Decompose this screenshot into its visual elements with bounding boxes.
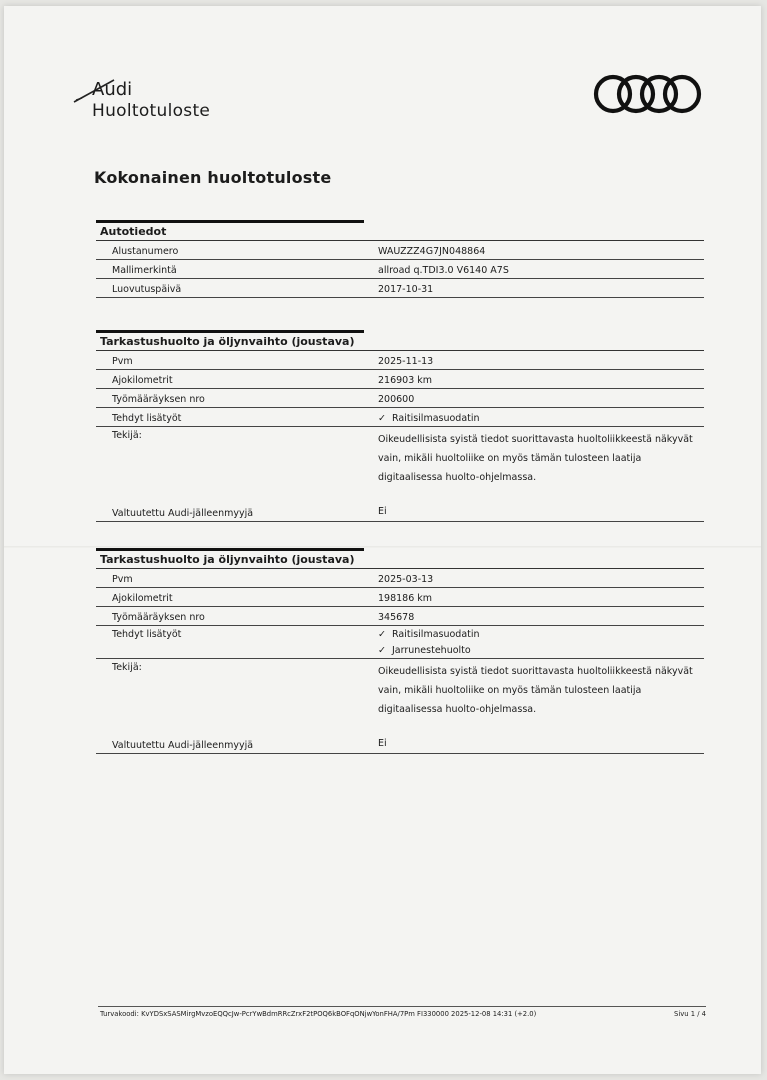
- brand-block: [92, 80, 210, 122]
- row-label: Tehdyt lisätyöt: [112, 629, 182, 640]
- table-row: [96, 370, 704, 389]
- note-line: Oikeudellisista syistä tiedot suorittavasta huoltoliikkeestä näkyvät: [378, 434, 693, 445]
- table-row: [96, 659, 704, 723]
- row-value: [378, 626, 704, 658]
- row-label: Luovutuspäivä: [112, 284, 182, 295]
- note-line: vain, mikäli huoltoliike on myös tämän tulosteen laatija: [378, 453, 642, 464]
- checkmark-icon: ✓: [378, 629, 386, 640]
- row-value: WAUZZZ4G7JN048864: [378, 246, 486, 257]
- table-row: [96, 569, 704, 588]
- table-row: [96, 408, 704, 427]
- checkmark-icon: ✓: [378, 413, 386, 424]
- table-row: [96, 427, 704, 491]
- row-value: 198186 km: [378, 593, 433, 604]
- row-label: Valtuutettu Audi-jälleenmyyjä: [112, 740, 254, 751]
- row-value: [378, 410, 704, 426]
- page-number: Sivu 1 / 4: [674, 1010, 706, 1018]
- table-row: [96, 279, 704, 298]
- row-label: Valtuutettu Audi-jälleenmyyjä: [112, 508, 254, 519]
- table-row: [96, 607, 704, 626]
- table-row: [96, 241, 704, 260]
- audi-rings-logo-icon: [590, 72, 702, 116]
- row-value: 200600: [378, 394, 415, 405]
- table-row: [96, 626, 704, 659]
- document-page: [4, 6, 761, 1074]
- row-label: Alustanumero: [112, 246, 179, 257]
- row-label: Työmääräyksen nro: [112, 612, 205, 623]
- technician-note: [378, 427, 704, 489]
- table-row: [96, 351, 704, 370]
- row-value: 345678: [378, 612, 415, 623]
- note-line: Oikeudellisista syistä tiedot suorittavasta huoltoliikkeestä näkyvät: [378, 666, 693, 677]
- table-row: [96, 389, 704, 408]
- service-section-2: [96, 548, 704, 754]
- table-row: [96, 503, 704, 522]
- row-label: Ajokilometrit: [112, 375, 173, 386]
- row-value: Ei: [378, 738, 387, 749]
- row-label: Ajokilometrit: [112, 593, 173, 604]
- section-heading: Tarkastushuolto ja öljynvaihto (joustava): [96, 333, 704, 351]
- technician-note: [378, 659, 704, 721]
- row-value: 2017-10-31: [378, 284, 434, 295]
- row-label: Tekijä:: [112, 430, 142, 441]
- row-value: 216903 km: [378, 375, 433, 386]
- vehicle-section: [96, 220, 704, 298]
- row-value: 2025-11-13: [378, 356, 434, 367]
- row-label: Mallimerkintä: [112, 265, 177, 276]
- row-value: 2025-03-13: [378, 574, 434, 585]
- checkmark-icon: ✓: [378, 645, 386, 656]
- row-value: Ei: [378, 506, 387, 517]
- page-title: Kokonainen huoltotuloste: [94, 168, 332, 187]
- extra-work-item: Raitisilmasuodatin: [392, 629, 480, 640]
- section-heading: Autotiedot: [96, 223, 704, 241]
- section-heading: Tarkastushuolto ja öljynvaihto (joustava): [96, 551, 704, 569]
- row-label: Tehdyt lisätyöt: [112, 413, 182, 424]
- brand-name: Audi: [92, 79, 133, 100]
- page-footer: [100, 1010, 706, 1018]
- row-label: Työmääräyksen nro: [112, 394, 205, 405]
- table-row: [96, 260, 704, 279]
- row-label: Pvm: [112, 356, 133, 367]
- security-code: Turvakoodi: KvYDSxSASMirgMvzoEQQcJw-PcrYwBdmRRcZrxF2tPOQ6kBOFqONjwYonFHA/7Pm FI330000 2025-12-08 14:31 (+2.0): [100, 1010, 537, 1018]
- note-line: vain, mikäli huoltoliike on myös tämän tulosteen laatija: [378, 685, 642, 696]
- document-type: Huoltotuloste: [92, 101, 211, 121]
- service-section-1: [96, 330, 704, 522]
- table-row: [96, 735, 704, 754]
- note-line: digitaalisessa huolto-ohjelmassa.: [378, 704, 537, 715]
- note-line: digitaalisessa huolto-ohjelmassa.: [378, 472, 537, 483]
- table-row: [96, 588, 704, 607]
- extra-work-item: Jarrunestehuolto: [392, 645, 471, 656]
- extra-work-item: Raitisilmasuodatin: [392, 413, 480, 424]
- row-label: Tekijä:: [112, 662, 142, 673]
- footer-rule: [98, 1006, 706, 1007]
- row-value: allroad q.TDI3.0 V6140 A7S: [378, 265, 509, 276]
- row-label: Pvm: [112, 574, 133, 585]
